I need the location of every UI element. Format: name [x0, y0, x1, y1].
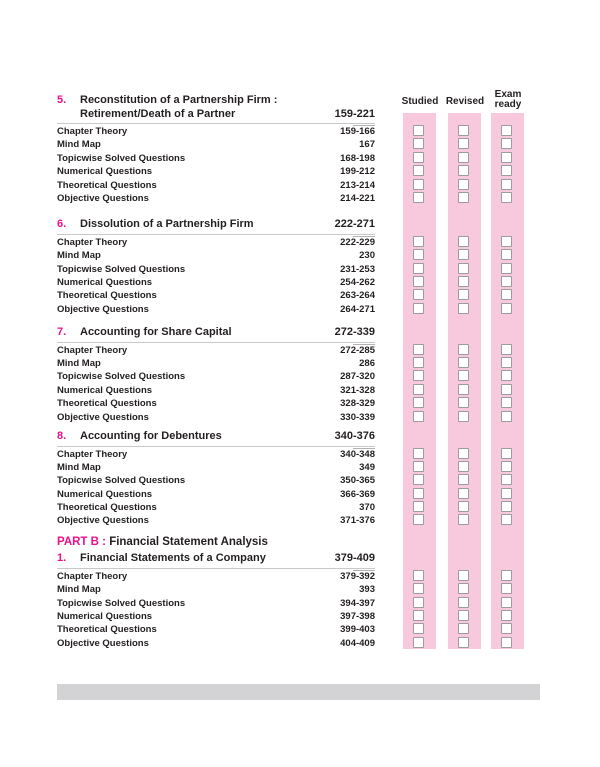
exam-ready-checkbox[interactable]	[501, 637, 512, 648]
toc-item-row	[57, 501, 524, 514]
studied-checkbox[interactable]	[413, 192, 424, 203]
item-pages: 213-214	[340, 179, 375, 191]
exam-ready-checkbox[interactable]	[501, 570, 512, 581]
column-header-studied: Studied	[401, 96, 439, 107]
item-label: Objective Questions	[57, 637, 149, 649]
item-pages: 340-348	[340, 448, 375, 460]
toc-section-7	[57, 326, 524, 424]
item-label: Chapter Theory	[57, 126, 128, 137]
studied-checkbox[interactable]	[413, 276, 424, 287]
section-number: 5.	[57, 94, 67, 106]
item-label: Numerical Questions	[57, 611, 153, 623]
exam-ready-checkbox[interactable]	[501, 138, 512, 149]
toc-item-row	[57, 249, 524, 262]
item-label: Topicwise Solved Questions	[57, 263, 186, 275]
section-number: 8.	[57, 430, 67, 443]
exam-ready-checkbox[interactable]	[501, 623, 512, 634]
studied-checkbox[interactable]	[413, 289, 424, 300]
item-label: Chapter Theory	[57, 236, 128, 248]
exam-ready-checkbox[interactable]	[501, 276, 512, 287]
revised-checkbox[interactable]	[458, 597, 469, 608]
revised-checkbox[interactable]	[458, 249, 469, 260]
studied-checkbox[interactable]	[413, 610, 424, 621]
toc-item-row	[57, 637, 524, 650]
item-pages: 254-262	[340, 277, 375, 289]
item-label: Topicwise Solved Questions	[57, 152, 186, 164]
column-header-exam-ready: Exam ready	[494, 89, 522, 110]
toc-item-row	[57, 397, 524, 410]
item-pages: 366-369	[340, 488, 375, 500]
studied-checkbox[interactable]	[413, 249, 424, 260]
studied-checkbox[interactable]	[413, 623, 424, 634]
studied-checkbox[interactable]	[413, 570, 424, 581]
item-label: Chapter Theory	[57, 448, 128, 460]
item-label: Numerical Questions	[57, 277, 153, 289]
toc-section-8	[57, 430, 524, 528]
exam-ready-checkbox[interactable]	[501, 397, 512, 408]
studied-checkbox[interactable]	[413, 138, 424, 149]
table-of-contents	[57, 94, 524, 650]
studied-checkbox[interactable]	[413, 125, 424, 136]
studied-checkbox[interactable]	[413, 370, 424, 381]
toc-section-6	[57, 218, 524, 316]
revised-checkbox[interactable]	[458, 514, 469, 525]
studied-checkbox[interactable]	[413, 152, 424, 163]
item-label: Mind Map	[57, 139, 101, 151]
item-pages: 167	[359, 139, 375, 151]
item-pages: 222-229	[340, 236, 375, 248]
toc-item-row	[57, 448, 524, 461]
studied-checkbox[interactable]	[413, 303, 424, 314]
exam-ready-checkbox[interactable]	[501, 152, 512, 163]
revised-checkbox[interactable]	[458, 152, 469, 163]
item-pages: 272-285	[340, 344, 375, 356]
toc-item-row	[57, 192, 524, 205]
exam-ready-checkbox[interactable]	[501, 192, 512, 203]
section-number: 1.	[57, 552, 67, 565]
revised-checkbox[interactable]	[458, 474, 469, 485]
item-label: Objective Questions	[57, 303, 149, 315]
revised-checkbox[interactable]	[458, 570, 469, 581]
revised-checkbox[interactable]	[458, 501, 469, 512]
toc-item-row	[57, 263, 524, 276]
part-b-heading	[57, 536, 524, 550]
toc-item-row	[57, 514, 524, 527]
item-pages: 349	[359, 461, 375, 473]
studied-checkbox[interactable]	[413, 583, 424, 594]
studied-checkbox[interactable]	[413, 384, 424, 395]
part-b-prefix: PART B :	[57, 535, 106, 548]
item-label: Theoretical Questions	[57, 290, 157, 302]
exam-ready-checkbox[interactable]	[501, 370, 512, 381]
studied-checkbox[interactable]	[413, 461, 424, 472]
item-pages: 371-376	[340, 515, 375, 527]
revised-checkbox[interactable]	[458, 192, 469, 203]
revised-checkbox[interactable]	[458, 165, 469, 176]
exam-ready-checkbox[interactable]	[501, 474, 512, 485]
studied-checkbox[interactable]	[413, 501, 424, 512]
revised-checkbox[interactable]	[458, 289, 469, 300]
exam-ready-checkbox[interactable]	[501, 179, 512, 190]
item-pages: 159-166	[340, 126, 375, 137]
title-rule	[57, 568, 375, 569]
column-header-revised: Revised	[445, 96, 485, 107]
item-label: Objective Questions	[57, 515, 149, 527]
exam-ready-checkbox[interactable]	[501, 289, 512, 300]
revised-checkbox[interactable]	[458, 276, 469, 287]
section-title: Accounting for Share Capital	[80, 326, 232, 339]
studied-checkbox[interactable]	[413, 514, 424, 525]
revised-checkbox[interactable]	[458, 637, 469, 648]
studied-checkbox[interactable]	[413, 637, 424, 648]
studied-checkbox[interactable]	[413, 597, 424, 608]
toc-item-row	[57, 344, 524, 357]
item-pages: 379-392	[340, 570, 375, 582]
revised-checkbox[interactable]	[458, 461, 469, 472]
toc-item-row	[57, 289, 524, 302]
revised-checkbox[interactable]	[458, 411, 469, 422]
section-pages: 159-221	[334, 107, 375, 120]
item-label: Numerical Questions	[57, 166, 153, 178]
exam-ready-checkbox[interactable]	[501, 448, 512, 459]
toc-item-row	[57, 474, 524, 487]
revised-checkbox[interactable]	[458, 138, 469, 149]
item-pages: 286	[359, 358, 375, 370]
item-pages: 230	[359, 250, 375, 262]
revised-checkbox[interactable]	[458, 357, 469, 368]
revised-checkbox[interactable]	[458, 179, 469, 190]
toc-section-5	[57, 94, 524, 205]
toc-item-row	[57, 276, 524, 289]
toc-item-row	[57, 236, 524, 249]
revised-checkbox[interactable]	[458, 370, 469, 381]
studied-checkbox[interactable]	[413, 488, 424, 499]
exam-ready-checkbox[interactable]	[501, 165, 512, 176]
studied-checkbox[interactable]	[413, 448, 424, 459]
studied-checkbox[interactable]	[413, 344, 424, 355]
exam-ready-checkbox[interactable]	[501, 263, 512, 274]
section-title: Financial Statements of a Company	[80, 552, 266, 565]
exam-ready-checkbox[interactable]	[501, 514, 512, 525]
exam-ready-checkbox[interactable]	[501, 411, 512, 422]
title-rule	[57, 234, 375, 235]
item-label: Numerical Questions	[57, 384, 153, 396]
item-label: Mind Map	[57, 358, 101, 370]
toc-item-row	[57, 384, 524, 397]
item-label: Numerical Questions	[57, 488, 153, 500]
toc-item-row	[57, 570, 524, 583]
item-label: Topicwise Solved Questions	[57, 475, 186, 487]
studied-checkbox[interactable]	[413, 397, 424, 408]
exam-ready-checkbox[interactable]	[501, 488, 512, 499]
item-label: Theoretical Questions	[57, 179, 157, 191]
exam-ready-checkbox[interactable]	[501, 384, 512, 395]
section-number: 7.	[57, 326, 67, 339]
toc-item-row	[57, 370, 524, 383]
exam-ready-checkbox[interactable]	[501, 461, 512, 472]
studied-checkbox[interactable]	[413, 411, 424, 422]
exam-ready-checkbox[interactable]	[501, 597, 512, 608]
item-pages: 199-212	[340, 166, 375, 178]
revised-checkbox[interactable]	[458, 303, 469, 314]
exam-ready-checkbox[interactable]	[501, 344, 512, 355]
bottom-divider-bar	[57, 684, 540, 700]
revised-checkbox[interactable]	[458, 448, 469, 459]
item-pages: 168-198	[340, 152, 375, 164]
section-title: Reconstitution of a Partnership Firm :	[80, 94, 278, 106]
studied-checkbox[interactable]	[413, 179, 424, 190]
revised-checkbox[interactable]	[458, 125, 469, 136]
item-label: Chapter Theory	[57, 344, 128, 356]
exam-ready-checkbox[interactable]	[501, 249, 512, 260]
item-pages: 231-253	[340, 263, 375, 275]
revised-checkbox[interactable]	[458, 236, 469, 247]
item-label: Mind Map	[57, 461, 101, 473]
section-title-line2: Retirement/Death of a Partner	[80, 107, 236, 120]
revised-checkbox[interactable]	[458, 397, 469, 408]
exam-ready-checkbox[interactable]	[501, 125, 512, 136]
exam-ready-checkbox[interactable]	[501, 236, 512, 247]
revised-checkbox[interactable]	[458, 488, 469, 499]
item-label: Mind Map	[57, 584, 101, 596]
toc-item-row	[57, 125, 524, 138]
item-pages: 350-365	[340, 475, 375, 487]
item-pages: 214-221	[340, 192, 375, 204]
toc-section-b1	[57, 552, 524, 650]
item-label: Theoretical Questions	[57, 502, 157, 514]
section-pages: 272-339	[334, 326, 375, 339]
section-pages: 222-271	[334, 218, 375, 231]
studied-checkbox[interactable]	[413, 263, 424, 274]
section-number: 6.	[57, 218, 67, 231]
toc-item-row	[57, 610, 524, 623]
toc-item-row	[57, 138, 524, 151]
section-title: Accounting for Debentures	[80, 430, 222, 443]
part-b-title: Financial Statement Analysis	[109, 535, 268, 548]
section-pages: 340-376	[334, 430, 375, 443]
title-rule	[57, 342, 375, 343]
toc-item-row	[57, 488, 524, 501]
title-rule	[57, 446, 375, 447]
studied-checkbox[interactable]	[413, 474, 424, 485]
revised-checkbox[interactable]	[458, 263, 469, 274]
toc-item-row	[57, 583, 524, 596]
section-title: Dissolution of a Partnership Firm	[80, 218, 254, 231]
revised-checkbox[interactable]	[458, 583, 469, 594]
item-label: Theoretical Questions	[57, 624, 157, 636]
item-pages: 370	[359, 502, 375, 514]
studied-checkbox[interactable]	[413, 165, 424, 176]
item-pages: 393	[359, 584, 375, 596]
toc-item-row	[57, 597, 524, 610]
item-label: Objective Questions	[57, 411, 149, 423]
toc-item-row	[57, 411, 524, 424]
toc-item-row	[57, 623, 524, 636]
title-rule	[57, 123, 375, 124]
item-label: Topicwise Solved Questions	[57, 371, 186, 383]
item-label: Topicwise Solved Questions	[57, 597, 186, 609]
exam-ready-checkbox[interactable]	[501, 583, 512, 594]
toc-item-row	[57, 303, 524, 316]
item-pages: 321-328	[340, 384, 375, 396]
item-pages: 399-403	[340, 624, 375, 636]
revised-checkbox[interactable]	[458, 610, 469, 621]
item-pages: 394-397	[340, 597, 375, 609]
toc-item-row	[57, 357, 524, 370]
toc-item-row	[57, 179, 524, 192]
item-pages: 264-271	[340, 303, 375, 315]
toc-item-row	[57, 461, 524, 474]
revised-checkbox[interactable]	[458, 384, 469, 395]
exam-ready-checkbox[interactable]	[501, 357, 512, 368]
toc-item-row	[57, 165, 524, 178]
item-pages: 328-329	[340, 398, 375, 410]
section-pages: 379-409	[334, 552, 375, 565]
toc-item-row	[57, 152, 524, 165]
studied-checkbox[interactable]	[413, 236, 424, 247]
item-pages: 263-264	[340, 290, 375, 302]
item-label: Mind Map	[57, 250, 101, 262]
studied-checkbox[interactable]	[413, 357, 424, 368]
exam-ready-checkbox[interactable]	[501, 501, 512, 512]
revised-checkbox[interactable]	[458, 623, 469, 634]
item-label: Chapter Theory	[57, 570, 128, 582]
exam-ready-checkbox[interactable]	[501, 610, 512, 621]
item-pages: 404-409	[340, 637, 375, 649]
item-pages: 330-339	[340, 411, 375, 423]
revised-checkbox[interactable]	[458, 344, 469, 355]
item-label: Objective Questions	[57, 192, 149, 204]
item-label: Theoretical Questions	[57, 398, 157, 410]
exam-ready-checkbox[interactable]	[501, 303, 512, 314]
item-pages: 287-320	[340, 371, 375, 383]
item-pages: 397-398	[340, 611, 375, 623]
